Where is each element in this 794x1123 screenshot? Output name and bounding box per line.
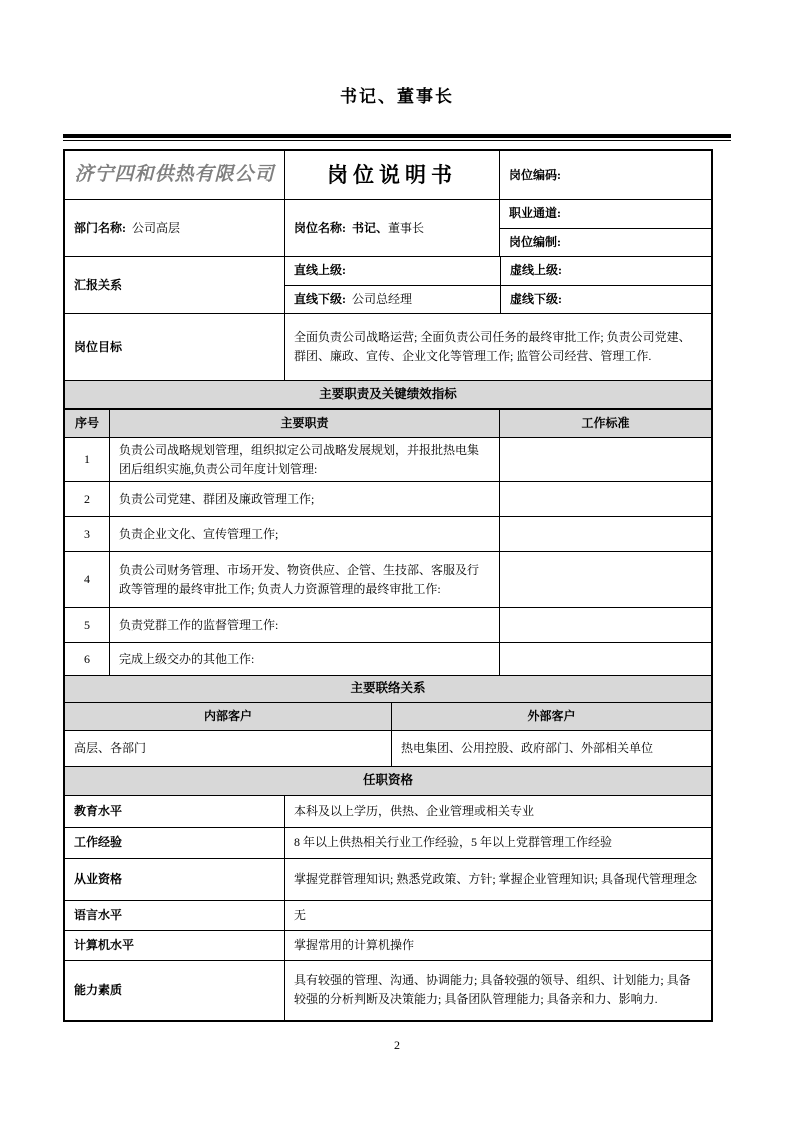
duty-row (65, 642, 711, 675)
external-clients-header: 外部客户 (391, 703, 711, 730)
qualification-row (65, 960, 711, 1020)
duties-section-cell (65, 381, 711, 408)
qualification-value: 掌握常用的计算机操作 (284, 931, 711, 960)
duty-standard-cell (499, 643, 711, 675)
department-label: 部门名称: (74, 220, 126, 235)
qualification-value: 具有较强的管理、沟通、协调能力; 具备较强的领导、组织、计划能力; 具备较强的分析判断及决策能力; 具备团队管理能力; 具备亲和力、影响力. (284, 961, 711, 1020)
objective-text: 全面负责公司战略运营; 全面负责公司任务的最终审批工作; 负责公司党建、群团、廉政、宣传、企业文化等管理工作; 监管公司经营、管理工作. (294, 330, 691, 363)
job-name-label: 岗位名称: (294, 220, 346, 235)
duty-row (65, 551, 711, 607)
line-subordinate-label: 直线下级: (294, 291, 346, 306)
duty-standard-cell (499, 482, 711, 516)
duty-row (65, 481, 711, 516)
qualification-label-cell (65, 796, 284, 827)
dotted-superior-cell (500, 257, 711, 285)
duty-no: 1 (84, 452, 90, 467)
job-code-cell (499, 151, 711, 199)
duty-row (65, 437, 711, 481)
col-standard-header: 工作标准 (499, 410, 711, 437)
line-superior-label: 直线上级: (294, 263, 346, 278)
line-superior-cell (285, 257, 500, 285)
job-name-cell (284, 200, 499, 256)
objective-row (65, 313, 711, 380)
career-path-label: 职业通道: (509, 206, 561, 221)
contacts-section-row (65, 675, 711, 701)
qualification-label: 教育水平 (74, 803, 123, 818)
qualification-label: 从业资格 (74, 871, 123, 886)
job-name-value-rest: 董事长 (388, 220, 425, 235)
qualification-label: 计算机水平 (74, 937, 135, 952)
line-subordinate-cell (285, 286, 500, 314)
duty-text: 负责党群工作的监督管理工作: (109, 608, 499, 642)
qualification-row (65, 827, 711, 858)
qualification-label-cell (65, 961, 284, 1020)
duty-text: 负责企业文化、宣传管理工作; (109, 517, 499, 551)
qualifications-section-row (65, 766, 711, 795)
duty-standard-cell (499, 438, 711, 481)
duty-no: 5 (84, 617, 90, 632)
dotted-subordinate-label: 虚线下级: (510, 291, 562, 306)
qualifications-section-title: 任职资格 (362, 772, 413, 787)
internal-clients-value: 高层、各部门 (74, 740, 147, 755)
reporting-row (65, 256, 711, 313)
duty-no: 3 (84, 526, 90, 541)
qualification-label: 工作经验 (74, 835, 123, 850)
qualification-label: 能力素质 (74, 982, 123, 997)
reporting-label: 汇报关系 (74, 277, 123, 292)
qualification-label-cell (65, 931, 284, 960)
contacts-values-row (65, 730, 711, 766)
job-name-value-bold: 书记、 (352, 220, 389, 235)
dotted-superior-label: 虚线上级: (510, 263, 562, 278)
duty-text: 负责公司战略规划管理，组织拟定公司战略发展规划，并报批热电集团后组织实施,负责公司年度计划管理: (109, 438, 499, 481)
duties-section-row (65, 380, 711, 408)
duty-row (65, 607, 711, 642)
job-description-table (63, 149, 713, 1022)
qualification-row (65, 795, 711, 827)
duty-no: 6 (84, 651, 90, 666)
duty-row (65, 516, 711, 551)
qualification-label-cell (65, 901, 284, 930)
qualification-label: 语言水平 (74, 907, 123, 922)
headcount-subcell (500, 228, 711, 257)
contacts-section-cell (65, 676, 711, 701)
career-path-subcell (500, 200, 711, 228)
internal-clients-header: 内部客户 (203, 708, 252, 723)
department-cell (65, 200, 284, 256)
duties-section-title: 主要职责及关键绩效指标 (319, 386, 457, 401)
contacts-section-title: 主要联络关系 (350, 681, 426, 696)
objective-label-cell (65, 314, 284, 380)
external-clients-value: 热电集团、公用控股、政府部门、外部相关单位 (391, 731, 711, 766)
headcount-label: 岗位编制: (509, 234, 561, 249)
qualifications-section-cell (65, 767, 711, 795)
duty-standard-cell (499, 517, 711, 551)
table-header-row (65, 151, 711, 199)
sheet-title-cell (284, 151, 499, 199)
qualification-label-cell (65, 828, 284, 858)
job-code-label: 岗位编码: (509, 167, 561, 182)
title-rule (63, 134, 731, 141)
qualification-value: 8 年以上供热相关行业工作经验，5 年以上党群管理工作经验 (284, 828, 711, 858)
reporting-label-cell (65, 257, 284, 313)
col-no-header: 序号 (74, 416, 99, 431)
qualification-row (65, 858, 711, 900)
department-value: 公司高层 (132, 220, 181, 235)
duties-header-row (65, 408, 711, 437)
qualification-row (65, 900, 711, 930)
contacts-header-row (65, 702, 711, 730)
company-name-cell (65, 151, 284, 199)
duty-standard-cell (499, 552, 711, 607)
sheet-title: 岗位说明书 (327, 162, 457, 187)
page-title: 书记、董事长 (340, 87, 454, 106)
career-headcount-cell (499, 200, 711, 256)
dept-job-row (65, 199, 711, 256)
duty-standard-cell (499, 608, 711, 642)
dotted-subordinate-cell (500, 286, 711, 314)
qualification-value: 掌握党群管理知识; 熟悉党政策、方针; 掌握企业管理知识; 具备现代管理理念 (284, 859, 711, 900)
line-subordinate-value: 公司总经理 (352, 291, 413, 306)
duty-no: 2 (84, 491, 90, 506)
qualification-row (65, 930, 711, 960)
col-duty-header: 主要职责 (109, 410, 499, 437)
qualification-value: 无 (284, 901, 711, 930)
duty-text: 负责公司党建、群团及廉政管理工作; (109, 482, 499, 516)
duty-text: 完成上级交办的其他工作: (109, 643, 499, 675)
objective-label: 岗位目标 (74, 339, 123, 354)
superior-subrow (285, 257, 711, 285)
subordinate-subrow (285, 285, 711, 314)
reporting-grid (284, 257, 711, 313)
page-number: 2 (394, 1038, 400, 1052)
objective-text-cell (284, 314, 711, 380)
duty-text: 负责公司财务管理、市场开发、物资供应、企管、生技部、客服及行政等管理的最终审批工作; 负责人力资源管理的最终审批工作: (109, 552, 499, 607)
qualification-value: 本科及以上学历，供热、企业管理或相关专业 (284, 796, 711, 827)
company-name: 济宁四和供热有限公司 (74, 164, 275, 186)
duty-no: 4 (84, 572, 90, 587)
qualification-label-cell (65, 859, 284, 900)
